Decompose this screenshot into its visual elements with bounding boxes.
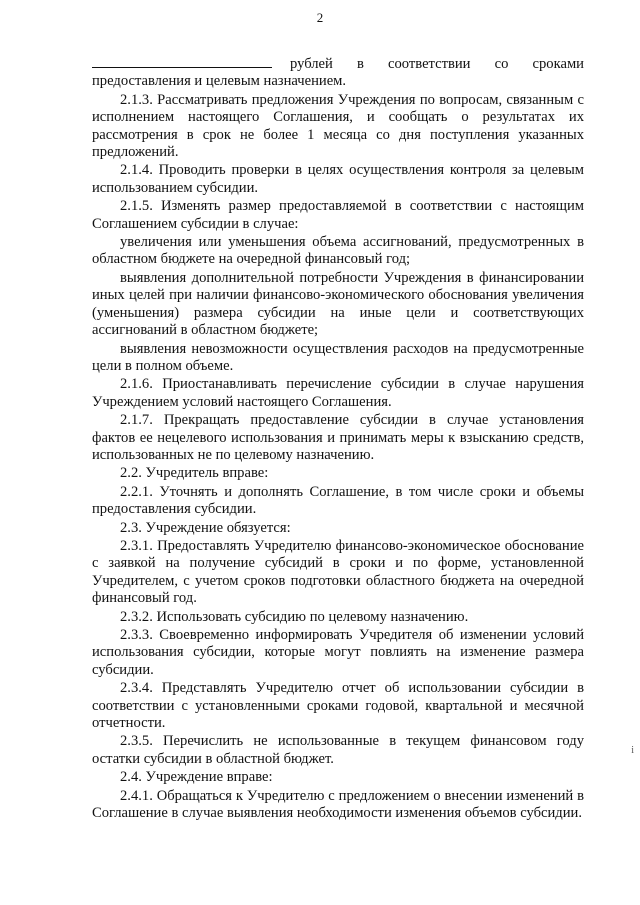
paragraph-2-4: 2.4. Учреждение вправе: <box>120 769 273 786</box>
paragraph-continuation-text: рублей в соответствии со сроками предоставления и целевым назначением. <box>92 56 584 90</box>
paragraph-continuation <box>92 55 584 91</box>
paragraph-2-1-6: 2.1.6. Приостанавливать перечисление субсидии в случае нарушения Учреждением условий настоящего Соглашения. <box>92 376 584 410</box>
margin-mark: i <box>631 745 634 756</box>
paragraph-2-2: 2.2. Учредитель вправе: <box>120 465 269 482</box>
paragraph-2-3: 2.3. Учреждение обязуется: <box>120 519 291 536</box>
paragraph-2-3-4: 2.3.4. Представлять Учредителю отчет об использовании субсидии в соответствии с установленными сроками годовой, квартальной и месячной отчетности. <box>92 680 584 732</box>
paragraph-2-4-1: 2.4.1. Обращаться к Учредителю с предложением о внесении изменений в Соглашение в случае выявления необходимости изменения объемов субсидии. <box>92 787 584 822</box>
paragraph-2-1-7: 2.1.7. Прекращать предоставление субсидии в случае установления фактов ее нецелевого использования и принимать меры к взысканию средств, использованных не по целевому назначению. <box>92 412 584 463</box>
paragraph-2-1-4: 2.1.4. Проводить проверки в целях осуществления контроля за целевым использованием субсидии. <box>92 162 584 196</box>
paragraph-2-3-3: 2.3.3. Своевременно информировать Учредителя об изменении условий использования субсидии, которые могут повлиять на изменение размера субсидии. <box>92 627 584 678</box>
paragraph-case-2: выявления дополнительной потребности Учреждения в финансировании иных целей при наличии финансово-экономического обоснования увеличения (уменьшения) размера субсидии на иные цели и соответствующих ассигнований в областном бюджете; <box>92 269 584 339</box>
document-body <box>92 55 584 823</box>
paragraph-2-1-5: 2.1.5. Изменять размер предоставляемой в соответствии с настоящим Соглашением субсидии в случае: <box>92 198 584 232</box>
paragraph-case-3: выявления невозможности осуществления расходов на предусмотренные цели в полном объеме. <box>92 340 584 374</box>
paragraph-2-3-5: 2.3.5. Перечислить не использованные в текущем финансовом году остатки субсидии в областной бюджет. <box>92 733 584 767</box>
paragraph-2-3-1: 2.3.1. Предоставлять Учредителю финансово-экономическое обоснование с заявкой на получение субсидий в сроки и по форме, установленной Учредителем, с учетом сроков подготовки областного бюджета на очередной финансовый год. <box>92 537 584 607</box>
paragraph-2-3-2: 2.3.2. Использовать субсидию по целевому назначению. <box>120 608 469 625</box>
paragraph-2-1-3: 2.1.3. Рассматривать предложения Учреждения по вопросам, связанным с исполнением настоящего Соглашения, и сообщать о результатах их рассмотрения в срок не более 1 месяца со дня поступления указанных предложений. <box>92 91 584 161</box>
page-number: 2 <box>316 10 324 25</box>
amount-blank-line <box>92 55 272 68</box>
paragraph-case-1: увеличения или уменьшения объема ассигнований, предусмотренных в областном бюджете на очередной финансовый год; <box>92 234 584 268</box>
paragraph-2-2-1: 2.2.1. Уточнять и дополнять Соглашение, в том числе сроки и объемы предоставления субсидии. <box>92 483 584 518</box>
